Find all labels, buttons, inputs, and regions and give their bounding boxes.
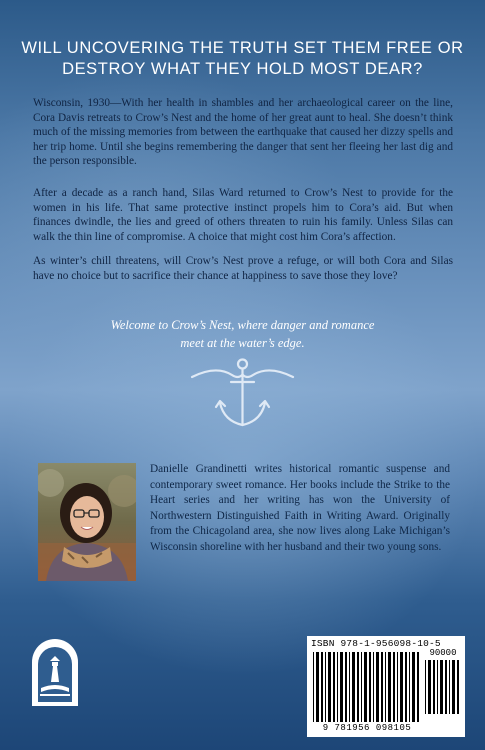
barcode-bars: [313, 652, 421, 722]
anchor-icon: [190, 355, 295, 435]
barcode-number: 9 781956 098105: [322, 723, 412, 733]
blurb-paragraph-2: After a decade as a ranch hand, Silas Ward returned to Crow’s Nest to provide for the women in his life. That same protective instinct propels him to Cora’s aid. But when finances dwindle, the lies and greed of others threaten to ruin his family. Unless Silas can walk the thin line of compromise. A choice that might cost him Cora’s affection.: [33, 187, 453, 243]
quote-line-1: Welcome to Crow’s Nest, where danger and romance: [110, 318, 375, 332]
isbn-barcode: [307, 636, 465, 737]
author-bio: Danielle Grandinetti writes historical romantic suspense and contemporary sweet romance. Her books include the Strike to the Heart series and her writing has won the University of Northwestern Distinguished Faith in Writing Award. Originally from the Chicagoland area, she now lives along Lake Michigan’s Wisconsin shoreline with her husband and their two young sons.: [150, 463, 450, 553]
welcome-quote: [60, 316, 425, 352]
lighthouse-logo-icon: [28, 636, 82, 712]
quote-line-2: meet at the water’s edge.: [180, 336, 305, 350]
price-barcode-bars: [425, 660, 459, 714]
isbn-label: ISBN 978-1-956098-10-5: [311, 638, 441, 649]
price-code: 90000: [429, 648, 457, 658]
blurb-paragraph-1: Wisconsin, 1930—With her health in shambles and her archaeological career on the line, Cora Davis retreats to Crow’s Nest and the home of her great aunt to heal. She doesn’t think much of the missing memories from between the earthquake that caused her dizzy spells and her trip home. Until she begins remembering the danger that sent her fleeing her last dig and the person responsible.: [33, 97, 453, 168]
tagline: WILL UNCOVERING THE TRUTH SET THEM FREE OR DESTROY WHAT THEY HOLD MOST DEAR?: [21, 39, 464, 78]
blurb-paragraph-3: As winter’s chill threatens, will Crow’s Nest prove a refuge, or will both Cora and Silas have no choice but to sacrifice their chance at happiness to save those they love?: [33, 255, 453, 282]
author-photo: [38, 463, 136, 581]
